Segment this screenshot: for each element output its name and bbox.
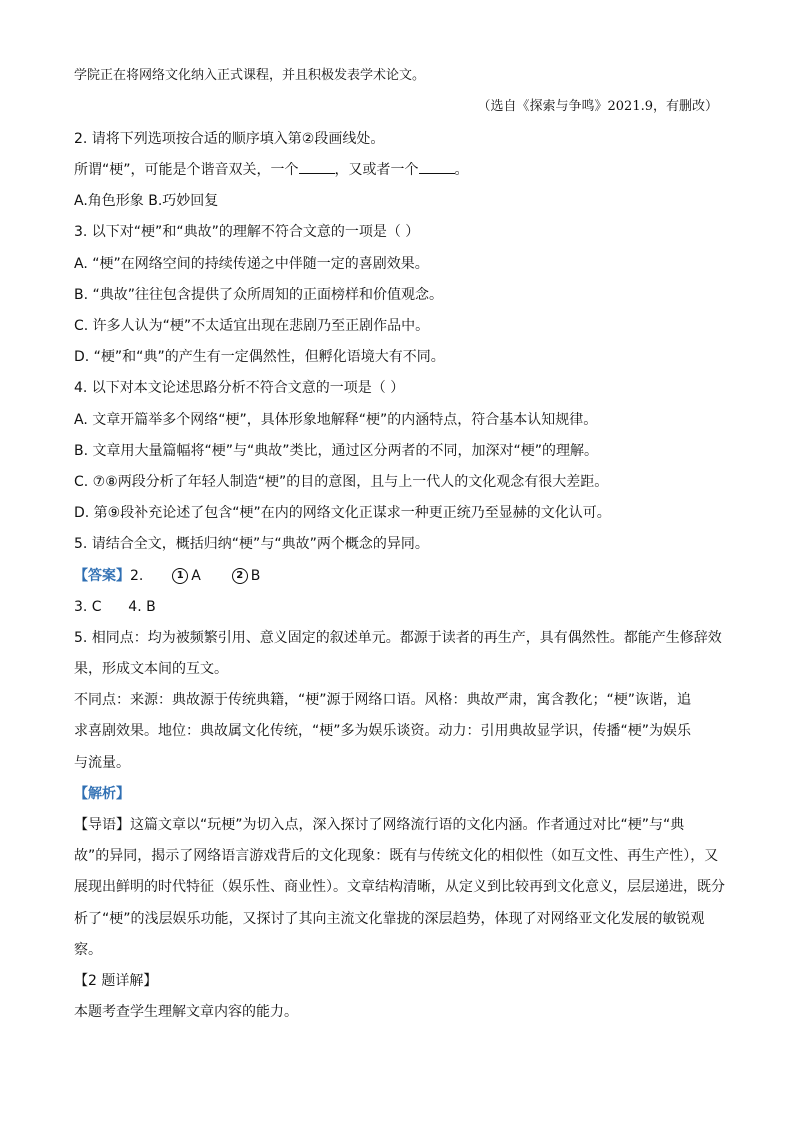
q2-sentence-part-b: ，又或者一个 [334, 162, 419, 178]
circled-number-1: 1 [172, 568, 188, 584]
guide-line-4: 析了“梗”的浅层娱乐功能，又探讨了其向主流文化靠拢的深层趋势，体现了对网络亚文化发展的敏锐观 [74, 911, 705, 927]
q2-sentence [74, 160, 469, 180]
answer-q5-line-5: 与流量。 [74, 755, 130, 771]
passage-source: （选自《探索与争鸣》2021.9，有删改） [477, 99, 718, 114]
guide-line-5: 察。 [74, 942, 102, 958]
answer-q5-line-1: 5. 相同点：均为被频繁引用、意义固定的叙述单元。都源于读者的再生产，具有偶然性。都能产生修辞效 [74, 630, 722, 646]
q2-sentence-part-c: 。 [454, 162, 469, 178]
q4-option-b: B. 文章用大量篇幅将“梗”与“典故”类比，通过区分两者的不同，加深对“梗”的理解。 [74, 443, 599, 459]
detail-heading: 【2 题详解】 [74, 973, 158, 989]
q5-stem: 5. 请结合全文，概括归纳“梗”与“典故”两个概念的异同。 [74, 536, 429, 552]
q3-option-c: C. 许多人认为“梗”不太适宜出现在悲剧乃至正剧作品中。 [74, 318, 430, 334]
q3-option-a: A. “梗”在网络空间的持续传递之中伴随一定的喜剧效果。 [74, 256, 429, 272]
q2-stem: 2. 请将下列选项按合适的顺序填入第②段画线处。 [74, 131, 385, 147]
circled-number-2: 2 [232, 568, 248, 584]
guide-line-2: 故”的异同，揭示了网络语言游戏背后的文化现象：既有与传统文化的相似性（如互文性、再生产性），又 [74, 848, 719, 864]
detail-text: 本题考查学生理解文章内容的能力。 [74, 1004, 298, 1020]
answer-q3-q4: 3. C 4. B [74, 599, 156, 615]
q4-option-d: D. 第⑨段补充论述了包含“梗”在内的网络文化正谋求一种更正统乃至显赫的文化认可。 [74, 505, 611, 521]
q4-option-c: C. ⑦⑧两段分析了年轻人制造“梗”的目的意图，且与上一代人的文化观念有很大差距。 [74, 474, 609, 490]
passage-last-line: 学院正在将网络文化纳入正式课程，并且积极发表学术论文。 [74, 68, 426, 83]
q3-option-b: B. “典故”往往包含提供了众所周知的正面榜样和价值观念。 [74, 287, 444, 303]
answer-q2-choice-1: A [191, 568, 201, 584]
answer-row [74, 566, 260, 586]
q2-options: A.角色形象 B.巧妙回复 [74, 193, 219, 209]
analysis-label: 【解析】 [74, 786, 130, 802]
answer-q2-choice-2: B [250, 568, 261, 584]
q2-sentence-part-a: 所谓“梗”，可能是个谐音双关，一个 [74, 162, 299, 178]
answer-q5-line-4: 求喜剧效果。地位：典故属文化传统，“梗”多为娱乐谈资。动力：引用典故显学识，传播“梗”为娱乐 [74, 723, 692, 739]
q3-option-d: D. “梗”和“典”的产生有一定偶然性，但孵化语境大有不同。 [74, 349, 445, 365]
answer-label: 【答案】 [74, 568, 130, 584]
q2-blank-1 [299, 160, 335, 174]
answer-q5-line-2: 果，形成文本间的互文。 [74, 661, 228, 677]
q4-stem: 4. 以下对本文论述思路分析不符合文意的一项是（ ） [74, 380, 405, 396]
guide-line-1: 【导语】这篇文章以“玩梗”为切入点，深入探讨了网络流行语的文化内涵。作者通过对比“梗”与“典 [74, 817, 685, 833]
q3-stem: 3. 以下对“梗”和“典故”的理解不符合文意的一项是（ ） [74, 224, 420, 240]
guide-line-3: 展现出鲜明的时代特征（娱乐性、商业性）。文章结构清晰，从定义到比较再到文化意义，层层递进，既分 [74, 879, 725, 895]
answer-q5-line-3: 不同点：来源：典故源于传统典籍，“梗”源于网络口语。风格：典故严肃，寓含教化；“梗”诙谐，追 [74, 692, 692, 708]
q4-option-a: A. 文章开篇举多个网络“梗”，具体形象地解释“梗”的内涵特点，符合基本认知规律。 [74, 412, 598, 428]
q2-blank-2 [419, 160, 455, 174]
answer-q2-number: 2. [130, 568, 144, 584]
